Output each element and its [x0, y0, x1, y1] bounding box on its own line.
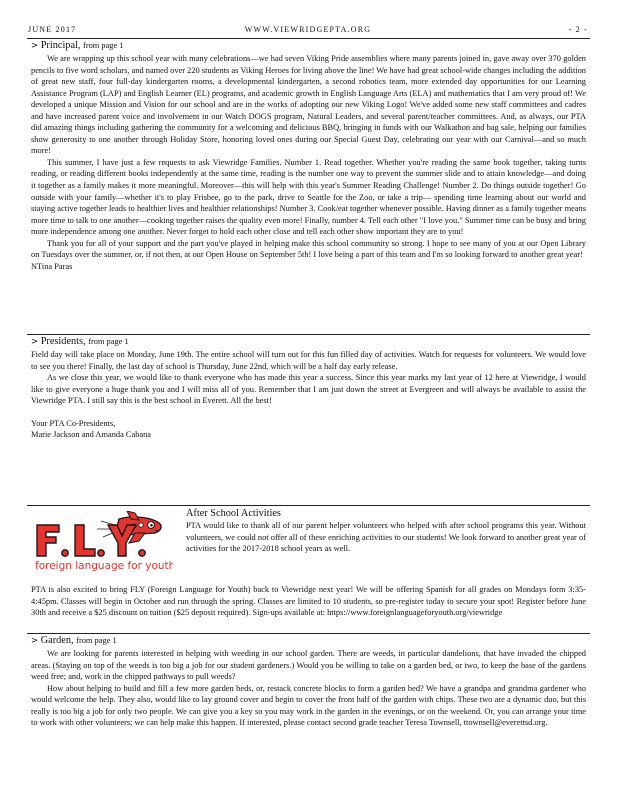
- presidents-closing: Your PTA Co-Presidents,: [31, 418, 116, 428]
- garden-continued: from page 1: [76, 636, 117, 645]
- presidents-heading: [31, 336, 586, 348]
- principal-divider: [27, 334, 590, 335]
- garden-section: [31, 635, 586, 729]
- fly-paragraph: PTA is also excited to bring FLY (Foreign Language for Youth) back to Viewridge next year! We will be offering Spanish for all grades on Mondays form 3:35- 4:45pm. Classes will begin in October and run through the spring. Classes are limited to 10 students, so pre-register today to secure your spot! Register before June 30th and receive a $25 discount on tuition ($25 deposit required). Sign-ups available at: https://www.foreignlanguageforyouth.org/viewridge: [31, 585, 586, 618]
- after-school-paragraph: PTA would like to thank all of our parent helper volunteers who helped with after school programs this year. Without volunteers, we could not offer all of these enriching activities to our students! We look forward to another great year of activities for the 2017-2018 school years as well.: [186, 521, 586, 553]
- principal-continued: from page 1: [83, 41, 124, 50]
- issue-date: JUNE 2017: [28, 25, 77, 34]
- garden-paragraph-2: How about helping to build and fill a few more garden beds, or, restack concrete blocks to form a garden bed? We have a grandpa and grandma gardener who would welcome the help. They also, would like to lay ground cover and begin to cover the front half of the garden with chips. These two are a dynamic duo, but this really is too big a job for only two people. We can give you a key so you may work in the garden in the evenings, or on the weekend. Or, you can arrange your time to work with other volunteers; we can help make this happen. If interested, please contact second grade teacher Teresa Townsell, ttownsell@everettsd.org.: [31, 683, 586, 728]
- presidents-paragraph-1: Field day will take place on Monday, June 19th. The entire school will turn out for this fun filled day of activities. Watch for requests for volunteers. We would love to see you there! Finally, the last day of school is Thursday, June 22nd, which will be a half day early release.: [31, 350, 586, 371]
- fly-info-section: [31, 584, 586, 619]
- header-divider: [27, 38, 590, 39]
- presidents-divider: [27, 505, 590, 506]
- garden-heading: [31, 635, 586, 647]
- fly-logo-graphic: [31, 511, 173, 573]
- principal-paragraph-1: We are wrapping up this school year with many celebrations—we had seven Viking Pride assemblies where many parents joined in, gave away over 370 golden pencils to five word scholars, and named over 220 students as Viking Heroes for living above the line! We have had great school-wide changes including the addition of great new staff, four full-day kindergarten rooms, a developmental kindergarten, a second robotics team, more extended day opportunities for our Learning Assistance Program (LAP) and English Learner (EL) programs, and academic growth in English Language Arts (ELA) and mathematics that I am very proud of! We developed a unique Mission and Vision for our school and are in the works of adopting our new Viking Logo! We've added some new staff committees and cadres and have increased parent voice and involvement in our Watch DOGS program, Natural Leaders, and several parent/teacher committees. And, as always, our PTA did amazing things including gathering the community for a welcoming and delicious BBQ, bringing in funds with our Walkathon and bag sale, helping our families show generosity to one another through Holiday Store, honoring loved ones during our Special Guest Day, celebrating our year with our Carnival—and so much more!: [31, 54, 586, 156]
- fly-tagline: foreign language for youth: [35, 560, 173, 572]
- page-number: - 2 -: [568, 25, 588, 34]
- website-url[interactable]: WWW.VIEWRIDGEPTA.ORG: [244, 25, 372, 34]
- chevron-right-icon: >: [31, 337, 39, 347]
- fly-letters: [37, 525, 145, 556]
- fly-logo: [31, 511, 173, 573]
- principal-section: [31, 40, 586, 272]
- presidents-continued: from page 1: [88, 337, 129, 346]
- principal-signature: NTina Paras: [31, 261, 73, 271]
- page-header: [28, 25, 588, 37]
- principal-title: Principal,: [40, 40, 81, 51]
- after-school-section: [186, 508, 586, 555]
- garden-title: Garden,: [40, 635, 74, 646]
- principal-paragraph-2: This summer, I have just a few requests to ask Viewridge Families. Number 1. Read together. Whether you're reading the same book together, taking turns reading, or reading different books independently at the same time, reading is the number one way to prevent the summer slide and to attain knowledge—and doing it together as a family makes it more meaningful. Moreover—this will help with this year's Summer Reading Challenge! Number 2. Do things outside together! Go outside with your family—whether it's to play Frisbee, go to the park, drive to Seattle for the Zoo, or take a trip— spending time learning about our world and staying active together leads to healthier lives and healthier relationships! Number 3. Cook/eat together whenever possible. Having dinner as a family together means more time to talk to one another—cooking together raises the quality even more! Finally, number 4. Tell each other "I love you." Summer time can be busy and bring more independence among one another. Never forget to hold each other close and tell each other show important they are to you!: [31, 157, 586, 237]
- chevron-right-icon: >: [31, 636, 39, 646]
- presidents-names: Marie Jackson and Amanda Cabana: [31, 430, 152, 440]
- presidents-title: Presidents,: [40, 336, 86, 347]
- after-school-divider: [27, 633, 590, 634]
- after-school-title: After School Activities: [186, 508, 281, 519]
- garden-paragraph-1: We are looking for parents interested in helping with weeding in our school garden. There are weeds, in particular dandelions, that have invaded the chipped areas. (Staying on top of the weeds is too big a job for our student gardeners.) Would you be willing to take on a garden bed, or two, to keep the base of the gardens weed free; and, work in the chipped pathways to pull weeds?: [31, 649, 586, 682]
- chevron-right-icon: >: [31, 41, 39, 51]
- principal-heading: [31, 40, 586, 52]
- presidents-paragraph-2: As we close this year, we would like to thank everyone who has made this year a success. Since this year marks my last year of 12 here at Viewridge, I would like to give everyone a huge thank you and I will miss all of you. Remember that I am just down the street at Evergreen and will always be available to assist the Viewridge PTA. I still say this is the best school in Everett. All the best!: [31, 373, 586, 406]
- principal-paragraph-3: Thank you for all of your support and the part you've played in helping make this school community so strong. I hope to see many of you at our Open Library on Tuesdays over the summer, or, if not then, at our Open House on September 5th! I love being a part of this team and I'm so looking forward to another great year!: [31, 238, 586, 260]
- presidents-section: [31, 336, 586, 441]
